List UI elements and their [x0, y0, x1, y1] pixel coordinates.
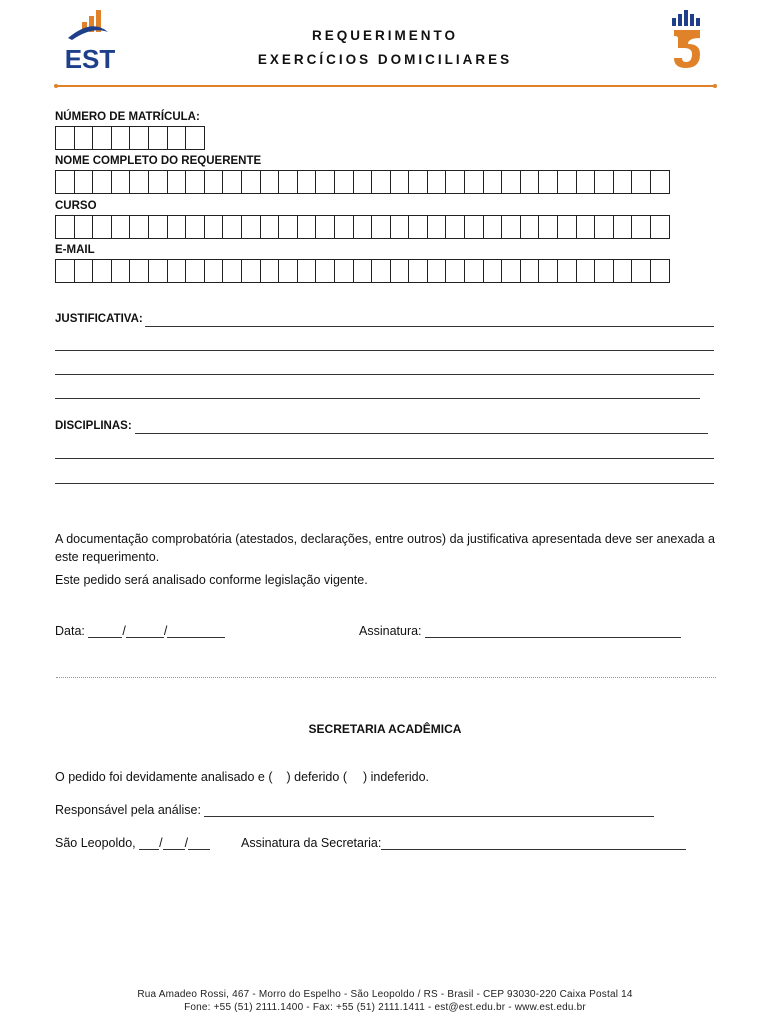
char-box[interactable]: [74, 215, 94, 239]
char-box[interactable]: [185, 126, 205, 150]
justificativa-line-4[interactable]: [55, 398, 700, 399]
char-box[interactable]: [129, 170, 149, 194]
char-box[interactable]: [520, 259, 540, 283]
matricula-boxes[interactable]: [55, 126, 204, 150]
char-box[interactable]: [501, 215, 521, 239]
char-box[interactable]: [74, 170, 94, 194]
char-box[interactable]: [204, 259, 224, 283]
char-box[interactable]: [148, 215, 168, 239]
char-box[interactable]: [334, 215, 354, 239]
char-box[interactable]: [241, 170, 261, 194]
char-box[interactable]: [55, 215, 75, 239]
char-box[interactable]: [204, 215, 224, 239]
char-box[interactable]: [111, 126, 131, 150]
char-box[interactable]: [538, 259, 558, 283]
pedido-prefix: O pedido foi devidamente analisado e: [55, 770, 265, 784]
char-box[interactable]: [129, 215, 149, 239]
char-box[interactable]: [148, 126, 168, 150]
char-box[interactable]: [483, 259, 503, 283]
char-box[interactable]: [353, 170, 373, 194]
char-box[interactable]: [129, 126, 149, 150]
responsavel-field: [55, 803, 654, 817]
char-box[interactable]: [464, 170, 484, 194]
char-box[interactable]: [501, 259, 521, 283]
char-box[interactable]: [371, 170, 391, 194]
char-box[interactable]: [148, 170, 168, 194]
char-box[interactable]: [92, 259, 112, 283]
char-box[interactable]: [576, 259, 596, 283]
char-box[interactable]: [520, 215, 540, 239]
justificativa-line-1[interactable]: [145, 326, 714, 327]
char-box[interactable]: [334, 259, 354, 283]
deferido-label: deferido: [294, 770, 340, 784]
char-box[interactable]: [241, 215, 261, 239]
local-label: São Leopoldo,: [55, 836, 136, 850]
char-box[interactable]: [260, 170, 280, 194]
pedido-line: O pedido foi devidamente analisado e ( ) deferido ( ) indeferido.: [55, 770, 429, 784]
matricula-label: NÚMERO DE MATRÍCULA:: [55, 111, 200, 123]
char-box[interactable]: [464, 215, 484, 239]
char-box[interactable]: [594, 215, 614, 239]
char-box[interactable]: [650, 215, 670, 239]
char-box[interactable]: [557, 215, 577, 239]
assinatura-blank[interactable]: [425, 625, 681, 638]
char-box[interactable]: [297, 259, 317, 283]
char-box[interactable]: [148, 259, 168, 283]
char-box[interactable]: [55, 259, 75, 283]
assinatura-label: Assinatura:: [359, 624, 422, 638]
char-box[interactable]: [427, 170, 447, 194]
email-label: E-MAIL: [55, 244, 95, 256]
section-separator: [56, 677, 716, 678]
justificativa-label: JUSTIFICATIVA:: [55, 313, 143, 325]
char-box[interactable]: [408, 215, 428, 239]
char-box[interactable]: [371, 259, 391, 283]
char-box[interactable]: [613, 215, 633, 239]
disciplinas-line-2[interactable]: [55, 458, 714, 459]
char-box[interactable]: [111, 170, 131, 194]
char-box[interactable]: [185, 259, 205, 283]
char-box[interactable]: [167, 170, 187, 194]
char-box[interactable]: [464, 259, 484, 283]
char-box[interactable]: [631, 170, 651, 194]
char-box[interactable]: [278, 215, 298, 239]
char-box[interactable]: [538, 215, 558, 239]
char-box[interactable]: [167, 259, 187, 283]
char-box[interactable]: [92, 215, 112, 239]
local-year-blank[interactable]: [188, 837, 210, 850]
char-box[interactable]: [576, 215, 596, 239]
char-box[interactable]: [631, 215, 651, 239]
document-title: REQUERIMENTO: [311, 28, 458, 43]
char-box[interactable]: [594, 259, 614, 283]
nome-label: NOME COMPLETO DO REQUERENTE: [55, 155, 262, 167]
char-box[interactable]: [278, 170, 298, 194]
assinatura-field: [359, 624, 681, 638]
char-box[interactable]: [408, 170, 428, 194]
emblem-logo: [668, 8, 708, 70]
char-box[interactable]: [278, 259, 298, 283]
char-box[interactable]: [260, 259, 280, 283]
char-box[interactable]: [185, 215, 205, 239]
disciplinas-label: DISCIPLINAS:: [55, 420, 132, 432]
char-box[interactable]: [74, 126, 94, 150]
char-box[interactable]: [92, 170, 112, 194]
analise-note: Este pedido será analisado conforme legislação vigente.: [55, 573, 368, 587]
char-box[interactable]: [222, 259, 242, 283]
char-box[interactable]: [222, 215, 242, 239]
char-box[interactable]: [390, 170, 410, 194]
logo-text: EST: [64, 44, 116, 72]
nome-boxes[interactable]: [55, 170, 669, 194]
char-box[interactable]: [445, 215, 465, 239]
assinatura-secretaria-blank[interactable]: [381, 837, 686, 850]
char-box[interactable]: [55, 170, 75, 194]
char-box[interactable]: [74, 259, 94, 283]
header-divider: [56, 85, 715, 87]
char-box[interactable]: [297, 170, 317, 194]
char-box[interactable]: [315, 259, 335, 283]
local-data-field: São Leopoldo, / /: [55, 836, 210, 850]
char-box[interactable]: [204, 170, 224, 194]
documentacao-note: A documentação comprobatória (atestados, declarações, entre outros) da justificativa apresentada deve ser anexada a este requerimento.: [55, 532, 715, 564]
char-box[interactable]: [167, 126, 187, 150]
responsavel-blank[interactable]: [204, 804, 654, 817]
responsavel-label: Responsável pela análise:: [55, 803, 201, 817]
char-box[interactable]: [167, 215, 187, 239]
email-boxes[interactable]: [55, 259, 669, 283]
local-day-blank[interactable]: [139, 837, 159, 850]
document-subtitle: EXERCÍCIOS DOMICILIARES: [257, 52, 513, 67]
char-box[interactable]: [576, 170, 596, 194]
data-label: Data:: [55, 624, 85, 638]
char-box[interactable]: [445, 170, 465, 194]
char-box[interactable]: [222, 170, 242, 194]
char-box[interactable]: [408, 259, 428, 283]
char-box[interactable]: [353, 215, 373, 239]
char-box[interactable]: [55, 126, 75, 150]
char-box[interactable]: [650, 170, 670, 194]
char-box[interactable]: [390, 215, 410, 239]
char-box[interactable]: [483, 170, 503, 194]
curso-label: CURSO: [55, 200, 97, 212]
char-box[interactable]: [427, 215, 447, 239]
data-day-blank[interactable]: [88, 625, 122, 638]
char-box[interactable]: [260, 215, 280, 239]
char-box[interactable]: [445, 259, 465, 283]
char-box[interactable]: [520, 170, 540, 194]
char-box[interactable]: [650, 259, 670, 283]
local-month-blank[interactable]: [163, 837, 185, 850]
assinatura-secretaria-field: [241, 836, 686, 850]
curso-boxes[interactable]: [55, 215, 669, 239]
data-year-blank[interactable]: [167, 625, 225, 638]
char-box[interactable]: [557, 170, 577, 194]
char-box[interactable]: [92, 126, 112, 150]
char-box[interactable]: [111, 215, 131, 239]
char-box[interactable]: [241, 259, 261, 283]
data-field: Data: / /: [55, 624, 225, 638]
secretaria-title: SECRETARIA ACADÊMICA: [308, 722, 462, 736]
char-box[interactable]: [297, 215, 317, 239]
char-box[interactable]: [315, 215, 335, 239]
char-box[interactable]: [501, 170, 521, 194]
char-box[interactable]: [613, 259, 633, 283]
assinatura-secretaria-label: Assinatura da Secretaria:: [241, 836, 382, 850]
char-box[interactable]: [613, 170, 633, 194]
indeferido-label: indeferido.: [370, 770, 429, 784]
char-box[interactable]: [557, 259, 577, 283]
char-box[interactable]: [371, 215, 391, 239]
char-box[interactable]: [111, 259, 131, 283]
char-box[interactable]: [315, 170, 335, 194]
char-box[interactable]: [185, 170, 205, 194]
footer-address: Rua Amadeo Rossi, 467 - Morro do Espelho - São Leopoldo / RS - Brasil - CEP 93030-220 Caixa Postal 14: [137, 989, 633, 1000]
char-box[interactable]: [390, 259, 410, 283]
char-box[interactable]: [538, 170, 558, 194]
char-box[interactable]: [483, 215, 503, 239]
footer: [0, 988, 770, 1014]
justificativa-line-2[interactable]: [55, 350, 714, 351]
char-box[interactable]: [353, 259, 373, 283]
char-box[interactable]: [427, 259, 447, 283]
data-month-blank[interactable]: [126, 625, 164, 638]
disciplinas-line-1[interactable]: [135, 433, 708, 434]
footer-contact: Fone: +55 (51) 2111.1400 - Fax: +55 (51) 2111.1411 - est@est.edu.br - www.est.edu.br: [184, 1002, 586, 1013]
justificativa-line-3[interactable]: [55, 374, 714, 375]
char-box[interactable]: [334, 170, 354, 194]
char-box[interactable]: [129, 259, 149, 283]
disciplinas-line-3[interactable]: [55, 483, 714, 484]
char-box[interactable]: [631, 259, 651, 283]
char-box[interactable]: [594, 170, 614, 194]
